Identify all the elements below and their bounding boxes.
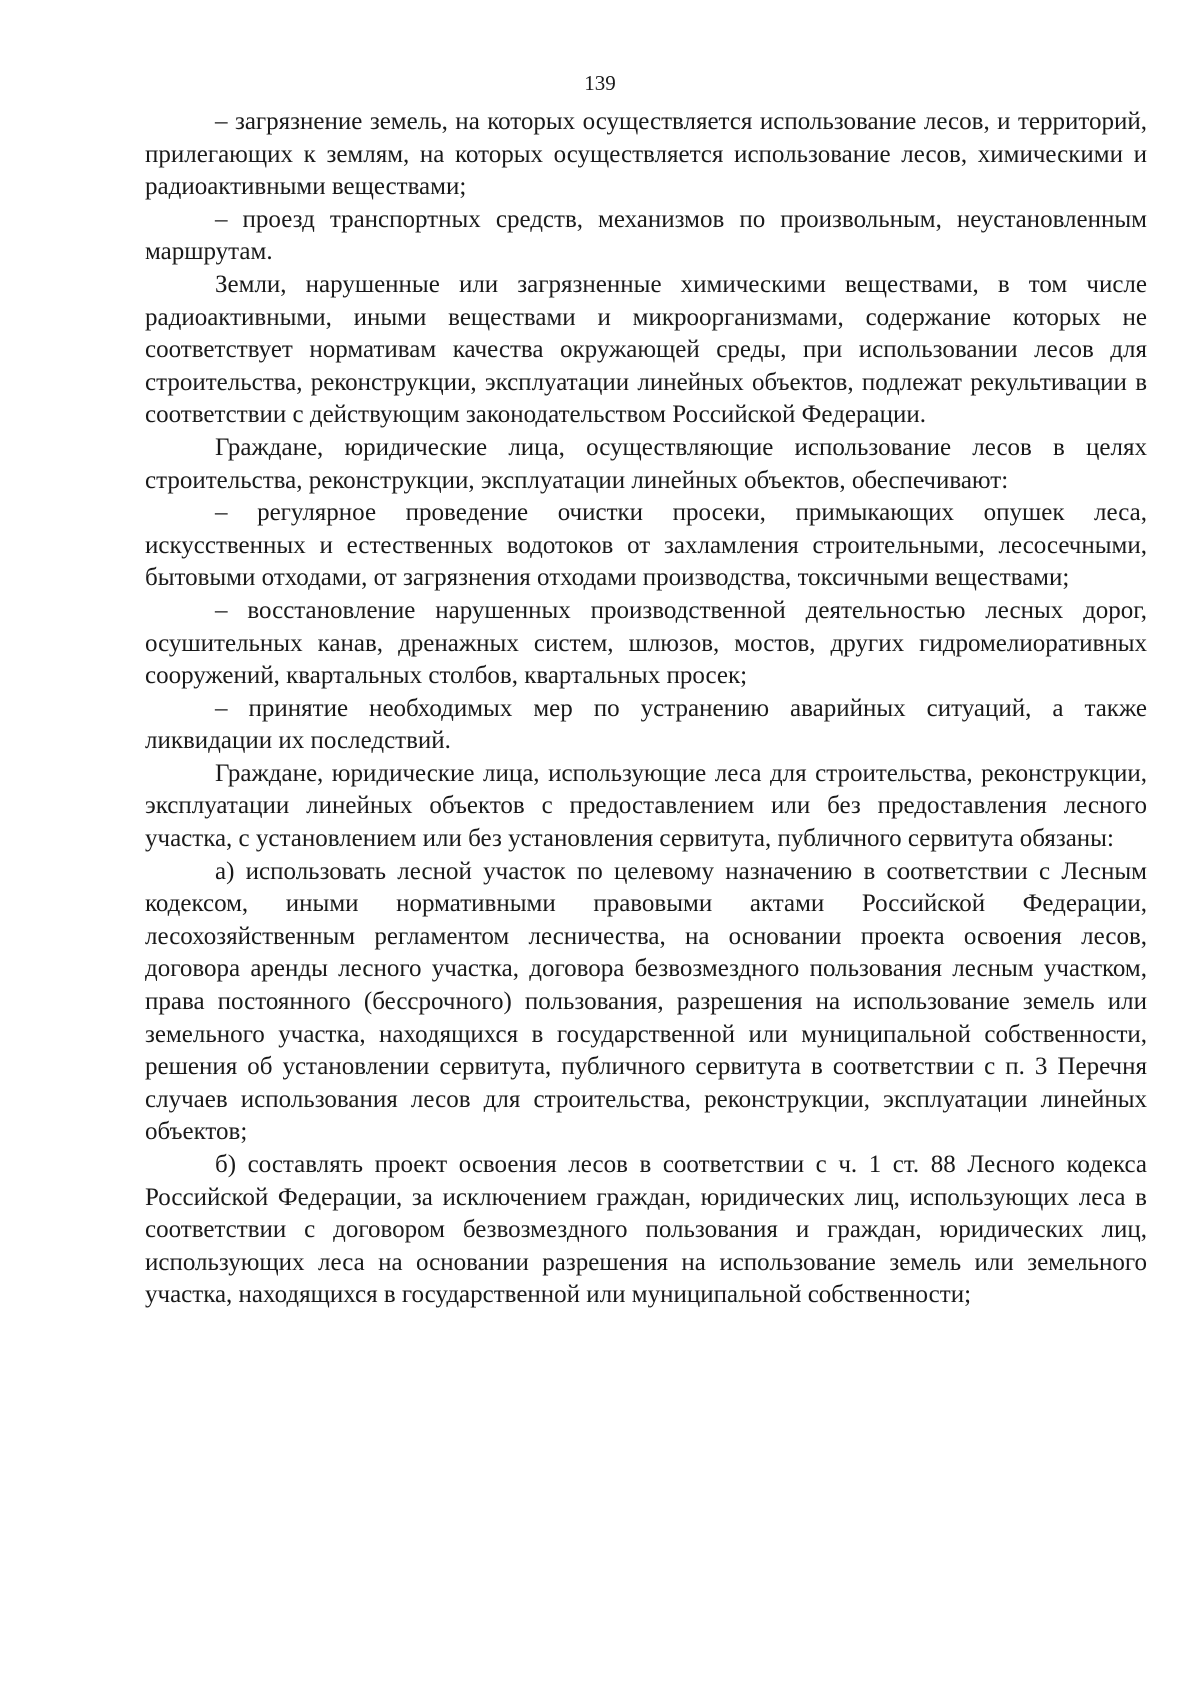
- document-body: [145, 106, 1147, 1312]
- paragraph-clearing-cleanup: – регулярное проведение очистки просеки, примыкающих опушек леса, искусственных и естественных водотоков от захламления строительными, лесосечными, бытовыми отходами, от загрязнения отходами производства, токсичными веществами;: [145, 499, 1147, 592]
- paragraph-land-recultivation: Земли, нарушенные или загрязненные химическими веществами, в том числе радиоактивными, иными веществами и микроорганизмами, содержание которых не соответствует нормативам качества окружающей среды, при использовании лесов для строительства, реконструкции, эксплуатации линейных объектов, подлежат рекультивации в соответствии с действующим законодательством Российской Федерации.: [145, 270, 1147, 429]
- paragraph-emergency-measures: – принятие необходимых мер по устранению аварийных ситуаций, а также ликвидации их последствий.: [145, 694, 1147, 755]
- page-number: 139: [584, 71, 616, 95]
- paragraph-vehicle-ban: – проезд транспортных средств, механизмов по произвольным, неустановленным маршрутам.: [145, 205, 1147, 266]
- paragraph-restoration: – восстановление нарушенных производственной деятельностью лесных дорог, осушительных канав, дренажных систем, шлюзов, мостов, других гидромелиоративных сооружений, квартальных столбов, квартальных просек;: [145, 596, 1147, 690]
- paragraph-obligations-intro: Граждане, юридические лица, использующие леса для строительства, реконструкции, эксплуатации линейных объектов с предоставлением или без предоставления лесного участка, с установлением или без установления сервитута, публичного сервитута обязаны:: [145, 759, 1147, 853]
- paragraph-item-a: а) использовать лесной участок по целевому назначению в соответствии с Лесным кодексом, иными нормативными правовыми актами Российской Федерации, лесохозяйственным регламентом лесничества, на основании проекта освоения лесов, договора аренды лесного участка, договора безвозмездного пользования лесным участком, права постоянного (бессрочного) пользования, разрешения на использование земель или земельного участка, находящихся в государственной или муниципальной собственности, решения об установлении сервитута, публичного сервитута в соответствии с п. 3 Перечня случаев использования лесов для строительства, реконструкции, эксплуатации линейных объектов;: [145, 857, 1147, 1146]
- paragraph-pollution-ban: – загрязнение земель, на которых осуществляется использование лесов, и территорий, прилегающих к землям, на которых осуществляется использование лесов, химическими и радиоактивными веществами;: [145, 108, 1147, 201]
- paragraph-citizens-ensure: Граждане, юридические лица, осуществляющие использование лесов в целях строительства, реконструкции, эксплуатации линейных объектов, обеспечивают:: [145, 433, 1147, 494]
- paragraph-item-b: б) составлять проект освоения лесов в соответствии с ч. 1 ст. 88 Лесного кодекса Российской Федерации, за исключением граждан, юридических лиц, использующих леса в соответствии с договором безвозмездного пользования и граждан, юридических лиц, использующих леса на основании разрешения на использование земель или земельного участка, находящихся в государственной или муниципальной собственности;: [145, 1151, 1147, 1309]
